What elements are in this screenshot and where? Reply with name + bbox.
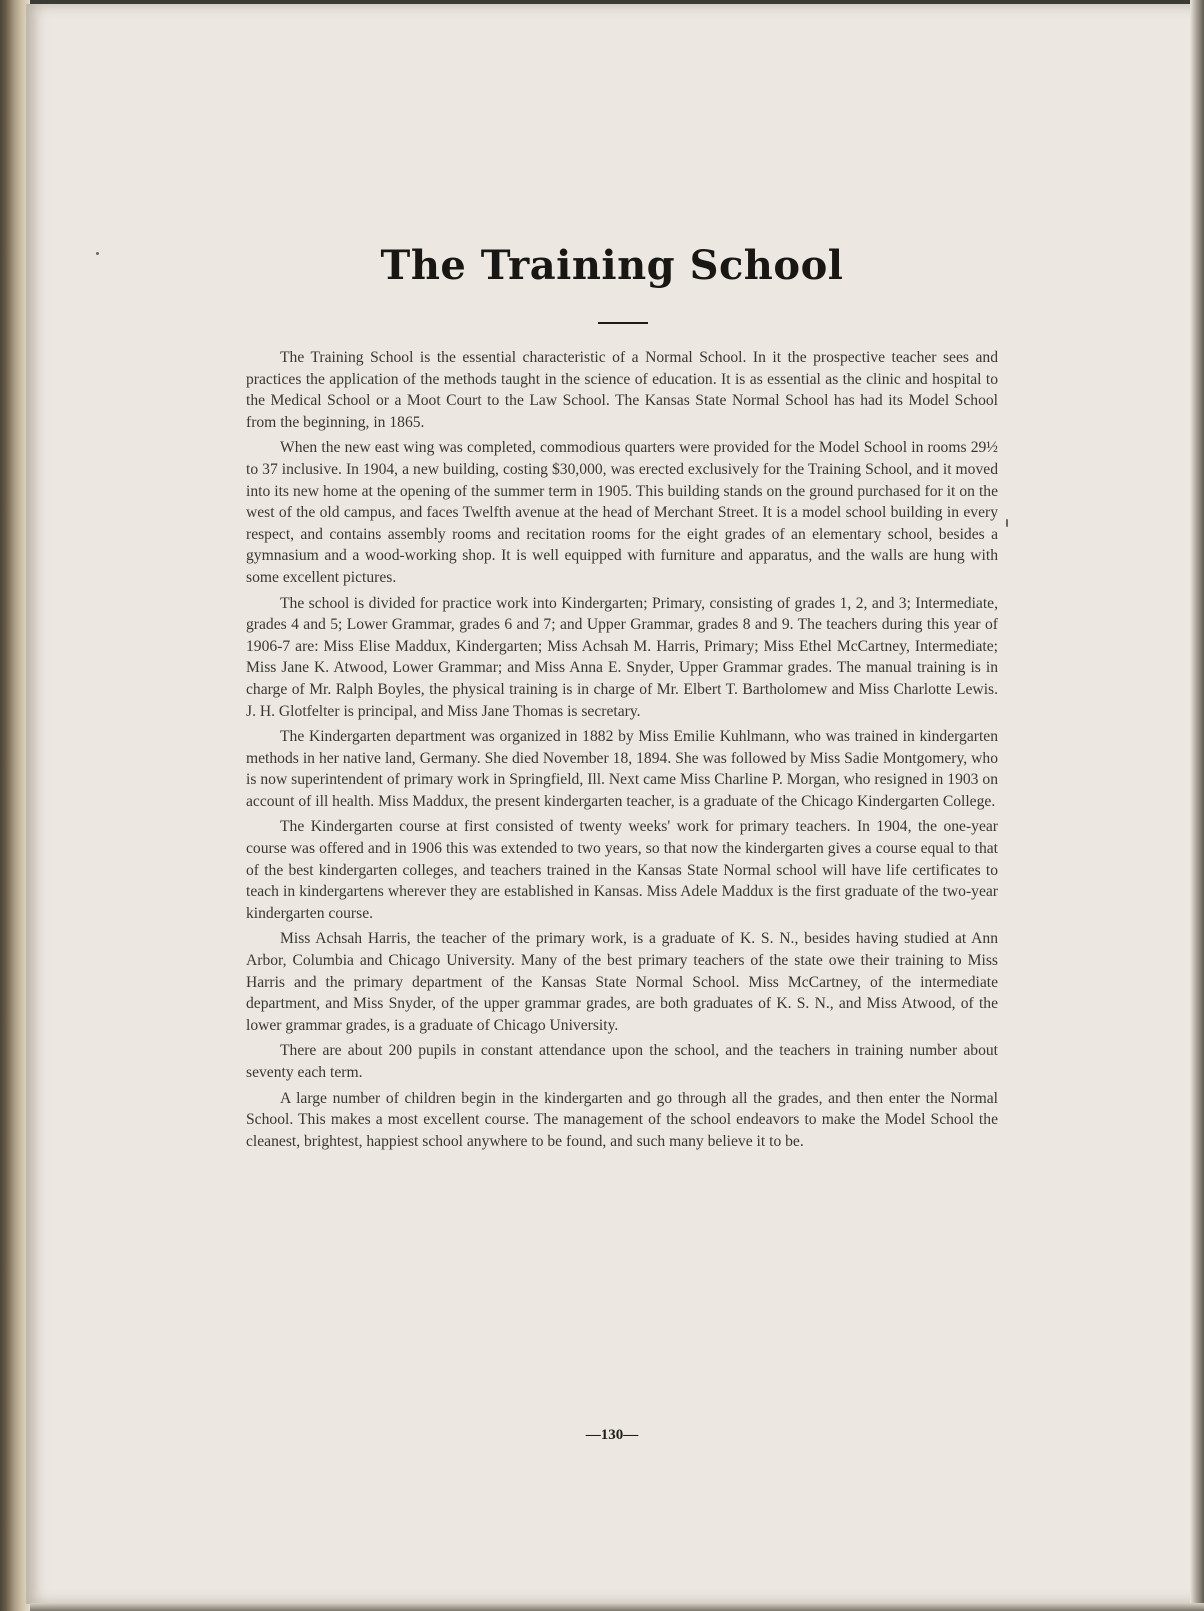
paragraph: When the new east wing was completed, commodious quarters were provided for the Model School in rooms 29½ to 37 inclusive. In 1904, a new building, costing $30,000, was erected exclusively for the Training School, and it moved into its new home at the opening of the summer term in 1905. This building stands on the ground purchased for it on the west of the old campus, and faces Twelfth avenue at the head of Merchant Street. It is a model school building in every respect, and contains assembly rooms and recitation rooms for the eight grades of an elementary school, besides a gymnasium and a wood-working shop. It is well equipped with furniture and apparatus, and the walls are hung with some excellent pictures. — [246, 439, 998, 586]
document-page — [26, 4, 1198, 1604]
paper-speck — [1006, 519, 1008, 527]
paragraph: Miss Achsah Harris, the teacher of the primary work, is a graduate of K. S. N., besides having studied at Ann Arbor, Columbia and Chicago University. Many of the best primary teachers of the state owe their training to Miss Harris and the primary department of the Kansas State Normal School. Miss McCartney, of the intermediate department, and Miss Snyder, of the upper grammar grades, are both graduates of K. S. N., and Miss Atwood, of the lower grammar grades, is a graduate of Chicago University. — [246, 930, 998, 1034]
page-edge — [1190, 0, 1204, 1611]
paragraph: There are about 200 pupils in constant attendance upon the school, and the teachers in training number about seventy each term. — [246, 1042, 998, 1081]
paper-speck — [96, 252, 99, 255]
paragraph: The Kindergarten department was organized in 1882 by Miss Emilie Kuhlmann, who was trained in kindergarten methods in her native land, Germany. She died November 18, 1894. She was followed by Miss Sadie Montgomery, who is now superintendent of primary work in Springfield, Ill. Next came Miss Charline P. Morgan, who resigned in 1903 on account of ill health. Miss Maddux, the present kindergarten teacher, is a graduate of the Chicago Kindergarten College. — [246, 728, 998, 810]
page-bottom-edge — [30, 1603, 1204, 1611]
page-title: The Training School — [380, 242, 844, 289]
paragraph: A large number of children begin in the kindergarten and go through all the grades, and then enter the Normal School. This makes a most excellent course. The management of the school endeavors to make the Model School the cleanest, brightest, happiest school anywhere to be found, and such many believe it to be. — [246, 1089, 998, 1150]
paragraph: The school is divided for practice work into Kindergarten; Primary, consisting of grades 1, 2, and 3; Intermediate, grades 4 and 5; Lower Grammar, grades 6 and 7; and Upper Grammar, grades 8 and 9. The teachers during this year of 1906-7 are: Miss Elise Maddux, Kindergarten; Miss Achsah M. Harris, Primary; Miss Ethel McCartney, Intermediate; Miss Jane K. Atwood, Lower Grammar; and Miss Anna E. Snyder, Upper Grammar grades. The manual training is in charge of Mr. Ralph Boyles, the physical training is in charge of Mr. Elbert T. Bartholomew and Miss Charlotte Lewis. J. H. Glotfelter is principal, and Miss Jane Thomas is secretary. — [246, 594, 998, 720]
page-number: —130— — [585, 1427, 639, 1443]
title-divider — [598, 322, 648, 324]
paragraph: The Kindergarten course at first consisted of twenty weeks' work for primary teachers. In 1904, the one-year course was offered and in 1906 this was extended to two years, so that now the kindergarten gives a course equal to that of the best kindergarten colleges, and teachers trained in the Kansas State Normal school will have life certificates to teach in kindergartens wherever they are established in Kansas. Miss Adele Maddux is the first graduate of the two-year kindergarten course. — [246, 818, 998, 922]
paragraph: The Training School is the essential characteristic of a Normal School. In it the prospective teacher sees and practices the application of the methods taught in the science of education. It is as essential as the clinic and hospital to the Medical School or a Moot Court to the Law School. The Kansas State Normal School has had its Model School from the beginning, in 1865. — [246, 349, 998, 431]
body-text — [246, 347, 998, 1156]
